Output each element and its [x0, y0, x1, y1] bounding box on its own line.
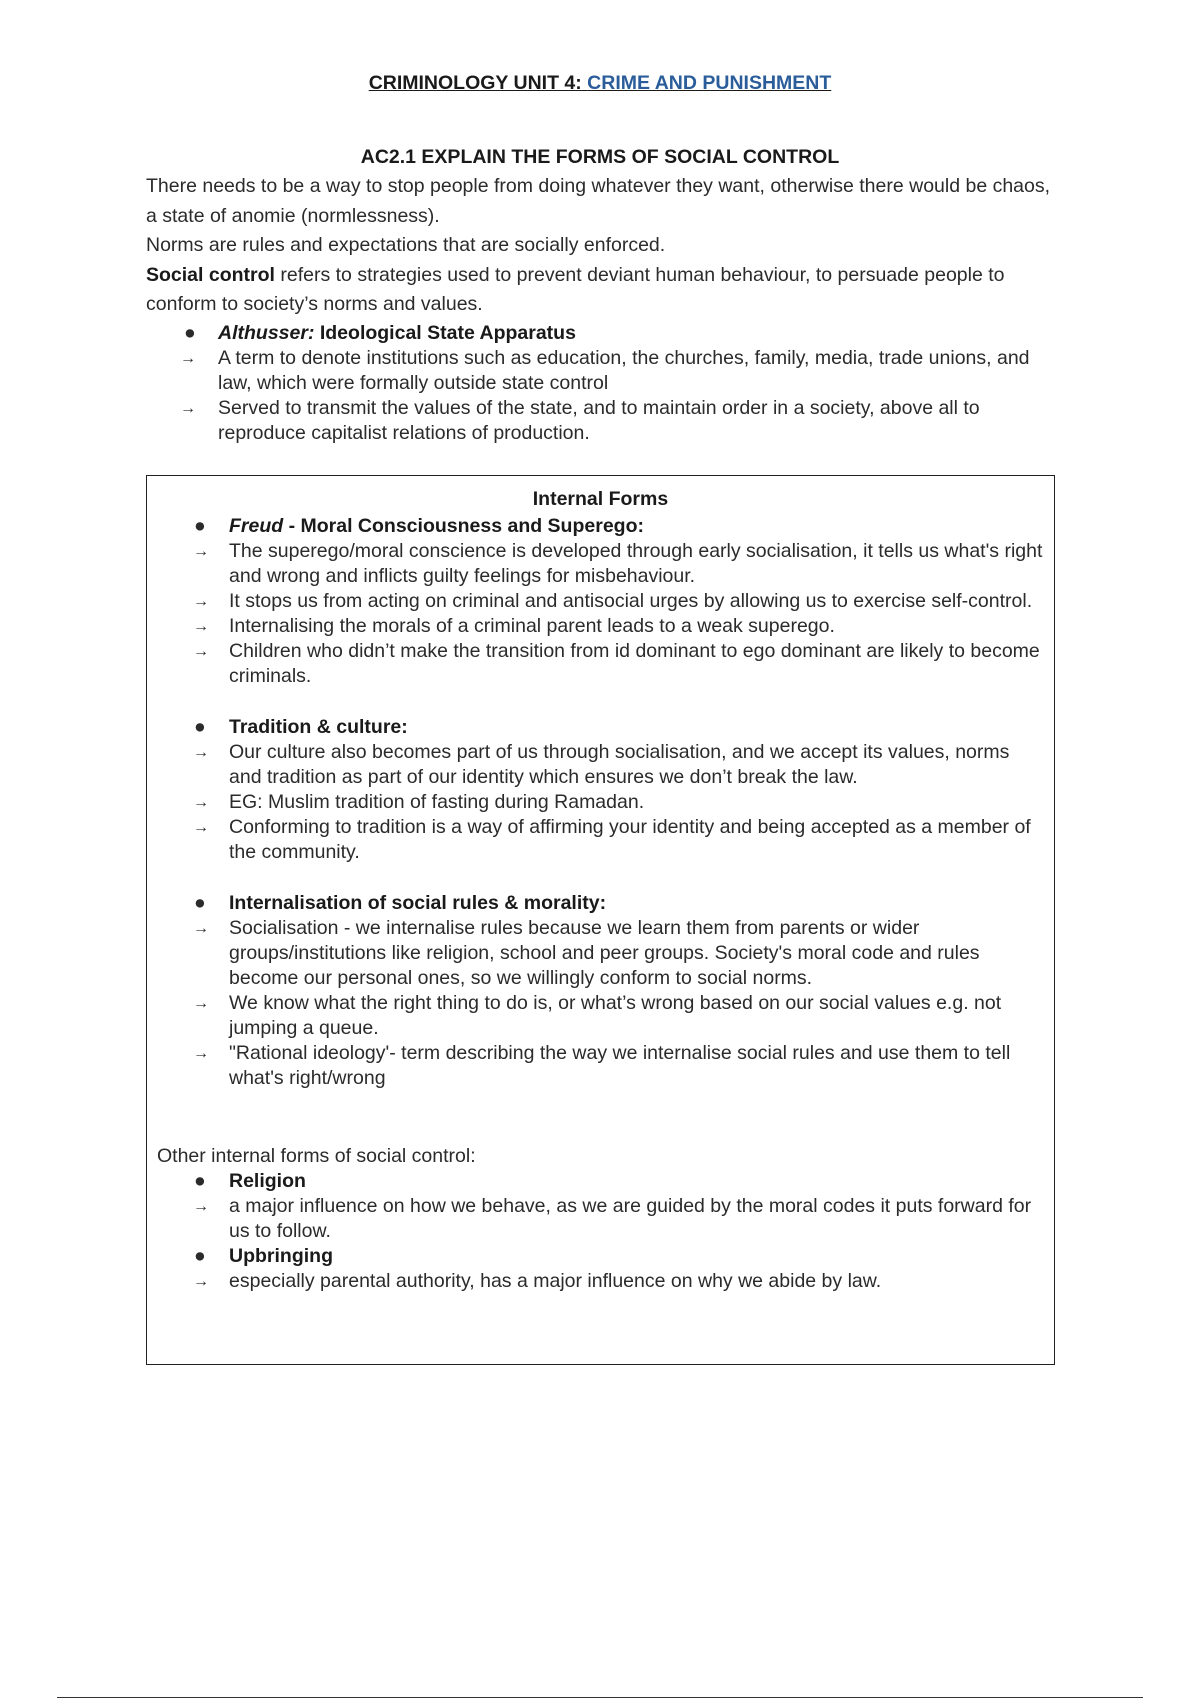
arrow-icon: →	[193, 995, 209, 1012]
arrow-item	[147, 916, 1047, 991]
bullet-icon: ●	[194, 515, 206, 537]
arrow-icon: →	[193, 794, 209, 811]
upbringing-bullet	[147, 1244, 1047, 1269]
arrow-item	[147, 614, 1047, 639]
freud-bullet	[147, 514, 1047, 539]
arrow-icon: →	[193, 643, 209, 660]
bullet-icon: ●	[194, 716, 206, 738]
freud-heading: - Moral Consciousness and Superego:	[283, 515, 644, 537]
page-title	[0, 72, 1200, 95]
arrow-icon: →	[180, 399, 196, 417]
bullet-icon: ●	[184, 321, 196, 344]
upbringing-heading: Upbringing	[229, 1245, 333, 1267]
upbringing-point: especially parental authority, has a major influence on why we abide by law.	[229, 1270, 882, 1292]
arrow-item	[147, 589, 1047, 614]
religion-bullet	[147, 1169, 1047, 1194]
section-heading: AC2.1 EXPLAIN THE FORMS OF SOCIAL CONTROL	[360, 146, 840, 168]
arrow-item	[147, 815, 1047, 865]
box-title: Internal Forms	[532, 488, 669, 510]
arrow-item	[147, 790, 1047, 815]
tradition-point-1: Our culture also becomes part of us through socialisation, and we accept its values, norms and tradition as part of our identity which ensures we don’t break the law.	[229, 741, 1010, 788]
internalisation-point-2: We know what the right thing to do is, or what’s wrong based on our social values e.g. not jumping a queue.	[229, 992, 1002, 1039]
arrow-item	[147, 1041, 1047, 1091]
arrow-icon: →	[193, 819, 209, 836]
arrow-icon: →	[193, 1273, 209, 1290]
internalisation-point-1: Socialisation - we internalise rules because we learn them from parents or wider groups/institutions like religion, school and peer groups. Society's moral code and rules become our personal ones, so we willingly conform to social norms.	[229, 917, 980, 989]
tradition-heading: Tradition & culture:	[229, 716, 408, 738]
intro-section	[146, 172, 1066, 446]
bullet-icon: ●	[194, 1170, 206, 1192]
arrow-item	[147, 1269, 1047, 1294]
bullet-icon: ●	[194, 892, 206, 914]
internalisation-heading: Internalisation of social rules & morality:	[229, 892, 607, 914]
arrow-item	[147, 1194, 1047, 1244]
arrow-icon: →	[193, 744, 209, 761]
althusser-concept: Ideological State Apparatus	[314, 321, 576, 344]
arrow-icon: →	[193, 618, 209, 635]
althusser-bullet	[146, 321, 1066, 346]
internalisation-bullet	[147, 891, 1047, 916]
tradition-point-3: Conforming to tradition is a way of affirming your identity and being accepted as a member of the community.	[229, 816, 1031, 863]
freud-point-3: Internalising the morals of a criminal parent leads to a weak superego.	[229, 615, 835, 637]
arrow-item	[146, 346, 1066, 396]
freud-point-4: Children who didn’t make the transition from id dominant to ego dominant are likely to become criminals.	[229, 640, 1040, 687]
other-forms-label: Other internal forms of social control:	[157, 1145, 476, 1167]
footer-divider	[57, 1697, 1143, 1698]
title-link[interactable]: CRIME AND PUNISHMENT	[587, 72, 832, 94]
internalisation-point-3: "Rational ideology'- term describing the way we internalise social rules and use them to tell what's right/wrong	[229, 1042, 1011, 1089]
intro-paragraph-2: Norms are rules and expectations that are socially enforced.	[146, 234, 666, 256]
althusser-point-2: Served to transmit the values of the state, and to maintain order in a society, above all to reproduce capitalist relations of production.	[218, 396, 980, 444]
social-control-term: Social control	[146, 263, 275, 286]
arrow-icon: →	[193, 1045, 209, 1062]
freud-point-2: It stops us from acting on criminal and antisocial urges by allowing us to exercise self-control.	[229, 590, 1033, 612]
arrow-item	[147, 539, 1047, 589]
althusser-point-1: A term to denote institutions such as education, the churches, family, media, trade unions, and law, which were formally outside state control	[218, 346, 1030, 394]
freud-name: Freud	[229, 515, 284, 537]
arrow-icon: →	[193, 1198, 209, 1215]
freud-point-1: The superego/moral conscience is developed through early socialisation, it tells us what's right and wrong and inflicts guilty feelings for misbehaviour.	[229, 540, 1043, 587]
bullet-icon: ●	[194, 1245, 206, 1267]
intro-paragraph-1: There needs to be a way to stop people from doing whatever they want, otherwise there would be chaos, a state of anomie (normlessness).	[146, 175, 1051, 227]
arrow-item	[147, 639, 1047, 689]
social-control-definition: refers to strategies used to prevent deviant human behaviour, to persuade people to conform to society’s norms and values.	[146, 263, 1005, 315]
arrow-icon: →	[193, 543, 209, 560]
althusser-name: Althusser:	[218, 321, 315, 344]
arrow-item	[147, 991, 1047, 1041]
arrow-item	[147, 740, 1047, 790]
title-prefix: CRIMINOLOGY UNIT 4:	[368, 72, 588, 94]
arrow-icon: →	[193, 593, 209, 610]
religion-point: a major influence on how we behave, as we are guided by the moral codes it puts forward for us to follow.	[229, 1195, 1032, 1242]
tradition-point-2: EG: Muslim tradition of fasting during Ramadan.	[229, 791, 645, 813]
intro-paragraph-3	[146, 261, 1066, 320]
arrow-icon: →	[193, 920, 209, 937]
internal-forms-box	[146, 475, 1055, 1365]
arrow-icon: →	[180, 349, 196, 367]
religion-heading: Religion	[229, 1170, 306, 1192]
arrow-item	[146, 396, 1066, 446]
box-body	[147, 514, 1047, 1294]
tradition-bullet	[147, 715, 1047, 740]
